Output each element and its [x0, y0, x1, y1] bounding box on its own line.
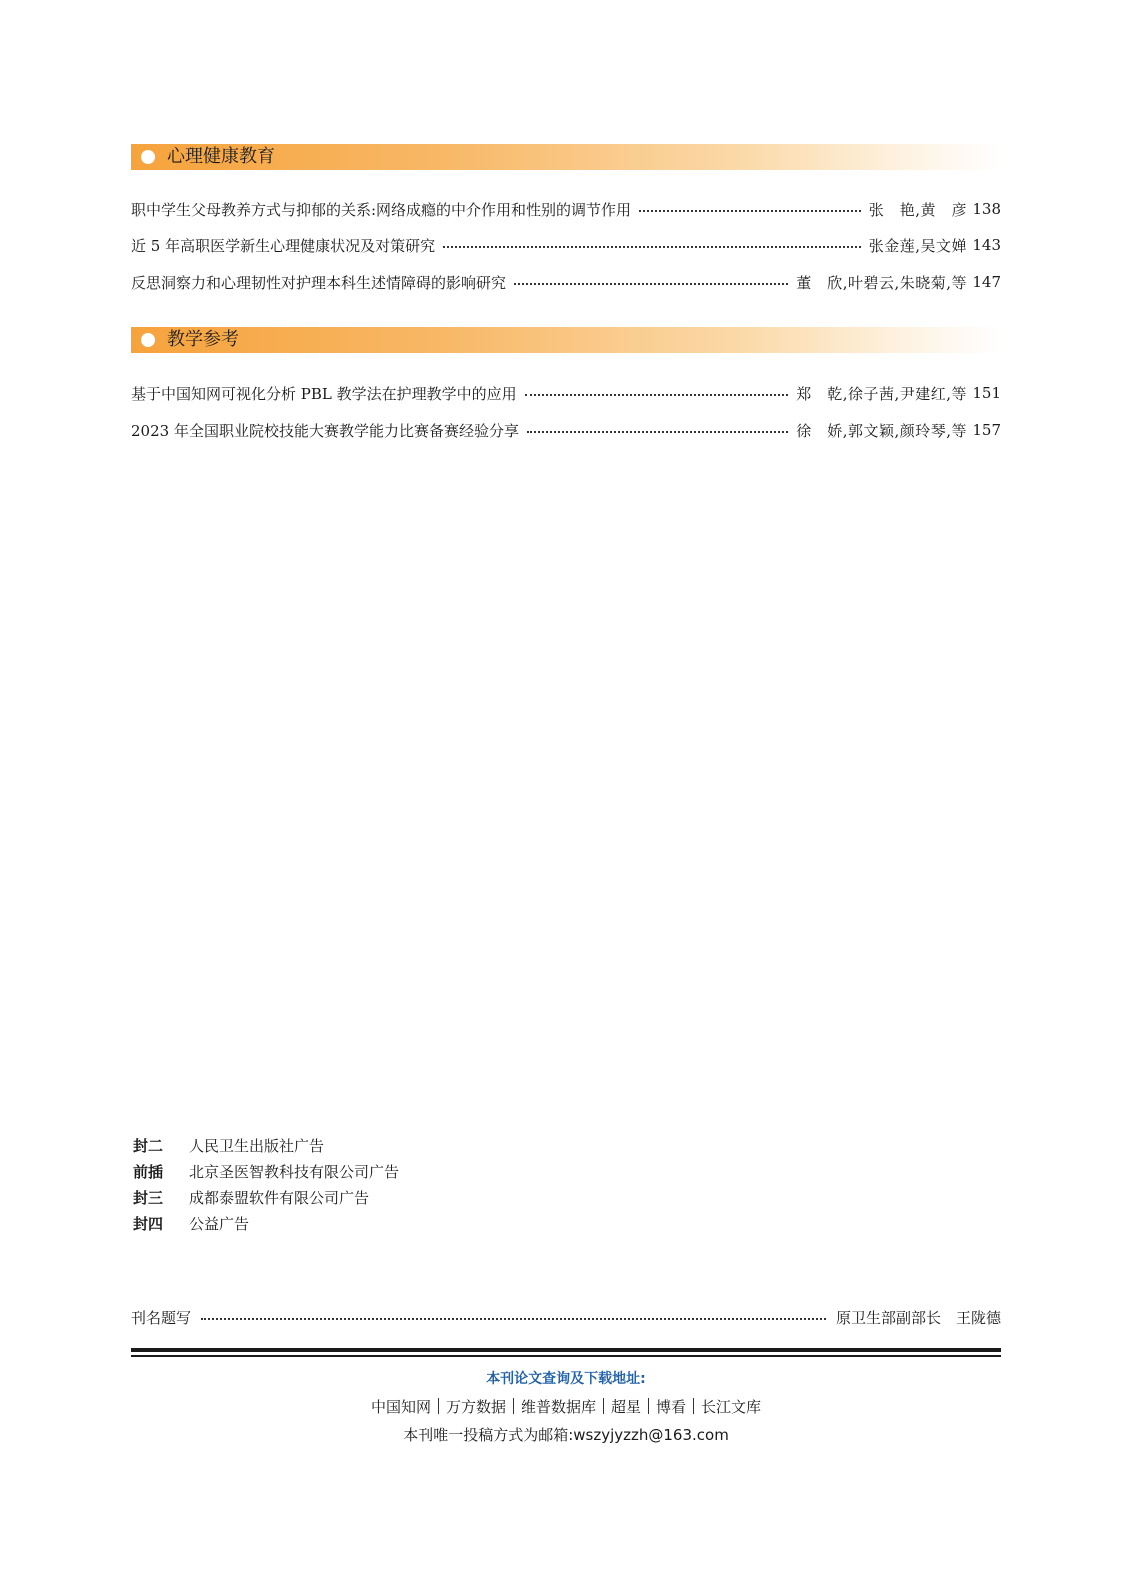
- section-title: 教学参考: [167, 329, 239, 350]
- dot-leader: [514, 283, 788, 285]
- toc-entry[interactable]: [131, 418, 1001, 442]
- entry-title: 反思洞察力和心理韧性对护理本科生述情障碍的影响研究: [131, 273, 507, 292]
- entry-authors: 董 欣,叶碧云,朱晓菊,等: [796, 273, 967, 292]
- ad-key: 封四: [133, 1214, 164, 1233]
- ad-key: 前插: [133, 1162, 164, 1181]
- separator: [648, 1398, 649, 1414]
- ad-value: 人民卫生出版社广告: [189, 1136, 325, 1155]
- dot-leader: [443, 246, 861, 248]
- ad-key: 封二: [133, 1136, 164, 1155]
- ad-line: [133, 1159, 399, 1183]
- entry-authors: 张 艳,黄 彦: [868, 200, 967, 219]
- title-calligraphy-credit: [131, 1305, 1001, 1329]
- credit-label: 刊名题写: [131, 1308, 192, 1327]
- ad-line: [133, 1185, 369, 1209]
- dot-leader: [201, 1318, 826, 1320]
- ad-value: 北京圣医智教科技有限公司广告: [189, 1162, 400, 1181]
- divider-thick: [131, 1348, 1001, 1352]
- entry-page: 138: [972, 200, 1001, 218]
- entry-authors: 张金莲,吴文婵: [868, 236, 967, 255]
- entry-page: 147: [972, 273, 1001, 291]
- divider-thin: [131, 1355, 1001, 1357]
- entry-title: 基于中国知网可视化分析 PBL 教学法在护理教学中的应用: [131, 384, 517, 403]
- entry-title: 职中学生父母教养方式与抑郁的关系:网络成瘾的中介作用和性别的调节作用: [131, 200, 632, 219]
- separator: [693, 1398, 694, 1414]
- separator: [513, 1398, 514, 1414]
- separator: [603, 1398, 604, 1414]
- database-list: [131, 1396, 1001, 1417]
- separator: [438, 1398, 439, 1414]
- entry-authors: 徐 娇,郭文颖,颜玲琴,等: [796, 421, 967, 440]
- dot-leader: [527, 431, 788, 433]
- ad-line: [133, 1133, 324, 1157]
- entry-title: 2023 年全国职业院校技能大赛教学能力比赛备赛经验分享: [131, 421, 519, 440]
- section-title: 心理健康教育: [167, 146, 275, 167]
- ad-line: [133, 1211, 249, 1235]
- database-item[interactable]: 万方数据: [445, 1398, 506, 1416]
- section-header-teaching: [131, 327, 1001, 353]
- database-item[interactable]: 维普数据库: [520, 1398, 596, 1416]
- database-item[interactable]: 博看: [656, 1398, 687, 1416]
- database-item[interactable]: 中国知网: [370, 1398, 431, 1416]
- bullet-circle-icon: [141, 150, 155, 164]
- database-heading: 本刊论文查询及下载地址:: [486, 1371, 646, 1387]
- ad-key: 封三: [133, 1188, 164, 1207]
- toc-entry[interactable]: [131, 270, 1001, 294]
- toc-entry[interactable]: [131, 233, 1001, 257]
- entry-page: 151: [972, 384, 1001, 402]
- dot-leader: [639, 210, 861, 212]
- ad-value: 成都泰盟软件有限公司广告: [189, 1188, 370, 1207]
- toc-entry[interactable]: [131, 381, 1001, 405]
- entry-authors: 郑 乾,徐子茜,尹建红,等: [796, 384, 967, 403]
- submission-email[interactable]: 本刊唯一投稿方式为邮箱:wszyjyzzh@163.com: [403, 1426, 729, 1444]
- entry-page: 143: [972, 236, 1001, 254]
- entry-title: 近 5 年高职医学新生心理健康状况及对策研究: [131, 236, 436, 255]
- toc-entry[interactable]: [131, 197, 1001, 221]
- ad-value: 公益广告: [189, 1214, 250, 1233]
- database-item[interactable]: 长江文库: [701, 1398, 762, 1416]
- credit-value: 原卫生部副部长 王陇德: [835, 1308, 1001, 1327]
- database-item[interactable]: 超星: [611, 1398, 642, 1416]
- bullet-circle-icon: [141, 333, 155, 347]
- section-header-psych: [131, 144, 1001, 170]
- entry-page: 157: [972, 421, 1001, 439]
- dot-leader: [525, 394, 789, 396]
